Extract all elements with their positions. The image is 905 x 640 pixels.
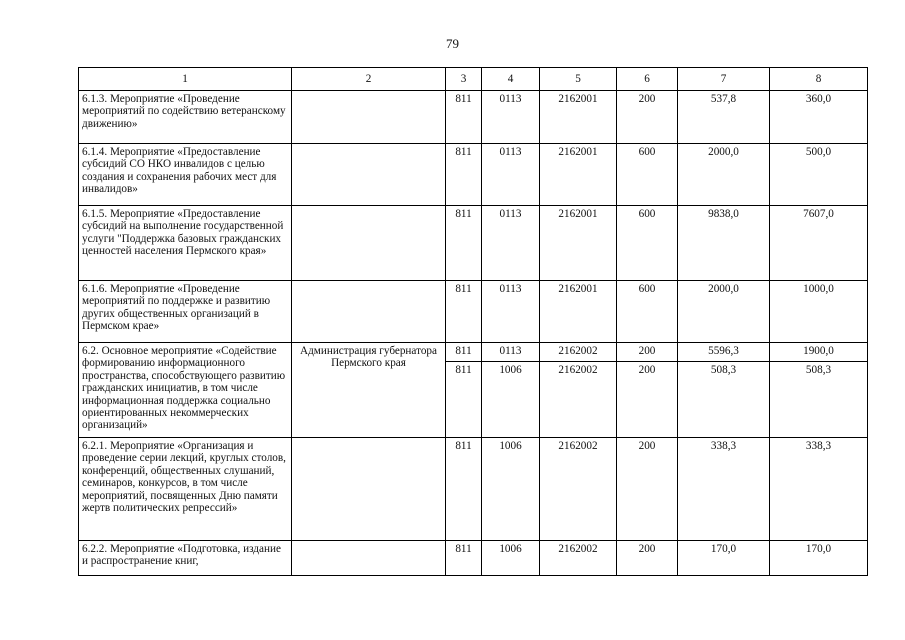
page-number: 79 bbox=[446, 36, 459, 51]
code-ministry: 811 bbox=[446, 91, 482, 144]
amount-col8: 360,0 bbox=[770, 91, 868, 144]
table-row bbox=[79, 438, 868, 541]
activity-description: 6.1.5. Мероприятие «Предоставление субсидий на выполнение государственной услуги "Поддержка базовых гражданских ценностей населения Пермского края» bbox=[79, 206, 292, 281]
amount-col7: 508,3 bbox=[678, 362, 770, 438]
code-expense-type: 200 bbox=[617, 438, 678, 541]
code-ministry: 811 bbox=[446, 541, 482, 576]
activity-description: 6.1.3. Мероприятие «Проведение мероприятий по содействию ветеранскому движению» bbox=[79, 91, 292, 144]
code-expense-type: 200 bbox=[617, 91, 678, 144]
table-row bbox=[79, 281, 868, 343]
header-cell-4: 4 bbox=[482, 68, 540, 91]
header-cell-7: 7 bbox=[678, 68, 770, 91]
table-row bbox=[79, 144, 868, 206]
code-section: 0113 bbox=[482, 91, 540, 144]
budget-table bbox=[78, 67, 868, 576]
table-row bbox=[79, 206, 868, 281]
code-ministry: 811 bbox=[446, 343, 482, 362]
code-target: 2162002 bbox=[540, 362, 617, 438]
header-cell-3: 3 bbox=[446, 68, 482, 91]
activity-description: 6.2.1. Мероприятие «Организация и проведение серии лекций, круглых столов, конференций, общественных слушаний, семинаров, конкурсов, в том числе мероприятий, посвященных Дню памяти жертв политических репрессий» bbox=[79, 438, 292, 541]
responsible-organization bbox=[292, 438, 446, 541]
responsible-organization bbox=[292, 144, 446, 206]
amount-col7: 2000,0 bbox=[678, 281, 770, 343]
amount-col7: 9838,0 bbox=[678, 206, 770, 281]
header-cell-6: 6 bbox=[617, 68, 678, 91]
responsible-organization: Администрация губернатора Пермского края bbox=[292, 343, 446, 438]
code-ministry: 811 bbox=[446, 362, 482, 438]
code-target: 2162001 bbox=[540, 206, 617, 281]
code-ministry: 811 bbox=[446, 281, 482, 343]
code-target: 2162001 bbox=[540, 144, 617, 206]
header-cell-1: 1 bbox=[79, 68, 292, 91]
amount-col7: 170,0 bbox=[678, 541, 770, 576]
code-expense-type: 600 bbox=[617, 206, 678, 281]
code-expense-type: 600 bbox=[617, 144, 678, 206]
amount-col8: 170,0 bbox=[770, 541, 868, 576]
code-expense-type: 600 bbox=[617, 281, 678, 343]
amount-col8: 7607,0 bbox=[770, 206, 868, 281]
amount-col8: 338,3 bbox=[770, 438, 868, 541]
activity-description: 6.1.6. Мероприятие «Проведение мероприятий по поддержке и развитию других общественных организаций в Пермском крае» bbox=[79, 281, 292, 343]
amount-col8: 500,0 bbox=[770, 144, 868, 206]
code-section: 1006 bbox=[482, 541, 540, 576]
header-cell-8: 8 bbox=[770, 68, 868, 91]
responsible-organization bbox=[292, 91, 446, 144]
amount-col7: 537,8 bbox=[678, 91, 770, 144]
code-section: 0113 bbox=[482, 206, 540, 281]
header-row bbox=[79, 68, 868, 91]
responsible-organization bbox=[292, 281, 446, 343]
amount-col8: 1000,0 bbox=[770, 281, 868, 343]
amount-col8: 1900,0 bbox=[770, 343, 868, 362]
code-expense-type: 200 bbox=[617, 541, 678, 576]
responsible-organization bbox=[292, 541, 446, 576]
responsible-organization bbox=[292, 206, 446, 281]
table-row bbox=[79, 343, 868, 362]
header-cell-2: 2 bbox=[292, 68, 446, 91]
activity-description: 6.2.2. Мероприятие «Подготовка, издание и распространение книг, bbox=[79, 541, 292, 576]
table-row bbox=[79, 91, 868, 144]
code-target: 2162002 bbox=[540, 343, 617, 362]
code-section: 0113 bbox=[482, 144, 540, 206]
code-section: 1006 bbox=[482, 362, 540, 438]
code-expense-type: 200 bbox=[617, 362, 678, 438]
code-section: 0113 bbox=[482, 281, 540, 343]
amount-col7: 2000,0 bbox=[678, 144, 770, 206]
code-section: 1006 bbox=[482, 438, 540, 541]
amount-col7: 5596,3 bbox=[678, 343, 770, 362]
code-ministry: 811 bbox=[446, 438, 482, 541]
code-target: 2162002 bbox=[540, 438, 617, 541]
amount-col8: 508,3 bbox=[770, 362, 868, 438]
code-target: 2162001 bbox=[540, 281, 617, 343]
code-ministry: 811 bbox=[446, 144, 482, 206]
code-expense-type: 200 bbox=[617, 343, 678, 362]
amount-col7: 338,3 bbox=[678, 438, 770, 541]
code-ministry: 811 bbox=[446, 206, 482, 281]
activity-description: 6.2. Основное мероприятие «Содействие формированию информационного пространства, способствующего развитию гражданских инициатив, в том числе информационная поддержка социально ориентированных некоммерческих организаций» bbox=[79, 343, 292, 438]
code-section: 0113 bbox=[482, 343, 540, 362]
table-row bbox=[79, 541, 868, 576]
code-target: 2162001 bbox=[540, 91, 617, 144]
header-cell-5: 5 bbox=[540, 68, 617, 91]
code-target: 2162002 bbox=[540, 541, 617, 576]
activity-description: 6.1.4. Мероприятие «Предоставление субсидий СО НКО инвалидов с целью создания и сохранения рабочих мест для инвалидов» bbox=[79, 144, 292, 206]
